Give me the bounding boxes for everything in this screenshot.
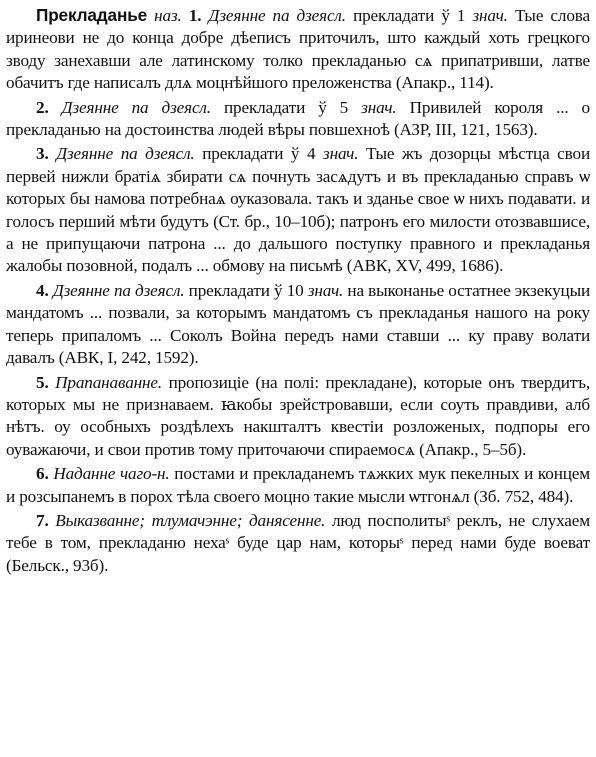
sense-definition: Дзеянне па дзеясл.: [61, 97, 211, 117]
reference-sense-label: знач.: [323, 144, 359, 164]
reference-verb: прекладати: [202, 144, 284, 164]
citation-quote: люд посполитыˢ реклъ, не слухаем тебе в том, прекладаню нехаˢ буде цар нам, которыˢ перед нами буде воеват: [6, 510, 590, 553]
sense-number: 1.: [188, 6, 202, 25]
entry-sense-4: [6, 280, 590, 370]
entry-sense-7: [6, 510, 590, 577]
headword: Прекладанье: [36, 5, 148, 25]
citation-source: (АЗР, III, 121, 1563).: [393, 120, 538, 140]
citation-quote: на выконанье остатнее экзекуцыи мандатомъ ... позвали, за которымъ мандатомъ съ прекладанья нашого на року теперь припаломъ ... Соколъ Война передъ нами ставши ... ку праву волати давалъ: [6, 280, 591, 368]
citation-quote: Тые жъ дозорцы мѣстца свои первей нижли братiѧ збирати сѧ почнуть засѧдутъ и въ прекладанью справъ ѡ которых бы намова потребнаѧ оуказовала. такъ и зданье свое ѡ нихъ подавати. и голосъ перший мѣти будутъ: [6, 144, 591, 231]
sense-number: 2.: [36, 97, 49, 117]
sense-definition: Наданне чаго-н.: [53, 464, 170, 484]
sense-definition: Прапанаванне.: [55, 372, 163, 392]
citation-quote: Привилей короля ... о прекладанью на достоинства людей вѣры повшехноѣ: [6, 97, 590, 140]
citation-source: (АВК, I, 242, 1592).: [58, 348, 199, 368]
reference-verb: прекладати: [353, 6, 435, 25]
citation-source: (Зб. 752, 484).: [473, 486, 574, 506]
citation-source: (Ст. бр., 10–10б);: [213, 211, 336, 231]
entry-sense-2: [6, 97, 590, 142]
entry-sense-6: [6, 463, 590, 508]
sense-definition: Дзеянне па дзеясл.: [52, 280, 185, 300]
sense-definition: Выказванне; тлумачэнне; данясенне.: [55, 510, 326, 530]
citation-quote: патронъ его милости отозвавшисе, а не припущаючи патрона ... до дальшого поступку правного и прекладанья жалобы позовной, подалъ ... обмову на письмѣ: [6, 211, 590, 276]
entry-sense-3: [6, 143, 590, 277]
citation-quote: пропозицiе (на полi: прекладане), которые онъ твердитъ, которых мы не признаваем. ꙗкобы зрейстровавши, если соуть правдиви, алб нѣтъ. оу особныхъ роздѣлехъ накшталтъ квестiи розложеных, подпоры его оуважаючи, и свои против тому приточаючи спираемосѧ: [6, 372, 590, 459]
sense-definition: Дзеянне па дзеясл.: [56, 144, 195, 164]
citation-quote: Тые слова иринеови не до конца добре дѣеписъ приточилъ, што каждый хоть грецкого зводу занехавши але латинскому толко прекладанью сѧ припатривши, латве обачитъ где написалъ длѧ моцнѣйшого преложенства: [6, 6, 590, 93]
reference-verb: прекладати: [188, 280, 270, 300]
reference-sense-label: знач.: [307, 280, 344, 300]
reference-sense: ў 5: [318, 97, 349, 117]
reference-sense-label: знач.: [361, 97, 397, 117]
reference-sense-label: знач.: [472, 6, 508, 25]
citation-source: (АВК, XV, 499, 1686).: [346, 256, 504, 276]
sense-definition: Дзеянне па дзеясл.: [208, 6, 346, 25]
part-of-speech: наз.: [154, 6, 182, 25]
citation-source: (Бельск., 93б).: [6, 555, 109, 575]
sense-number: 4.: [36, 280, 49, 300]
sense-number: 7.: [36, 510, 49, 530]
reference-sense: ў 1: [441, 6, 466, 25]
reference-verb: прекладати: [224, 97, 306, 117]
citation-source: (Апакр., 114).: [395, 73, 494, 93]
entry-sense-5: [6, 372, 590, 462]
sense-number: 6.: [36, 464, 49, 484]
citation-source: (Апакр., 5–5б).: [419, 439, 527, 459]
sense-number: 5.: [36, 372, 49, 392]
sense-number: 3.: [36, 144, 49, 164]
reference-sense: ў 10: [274, 280, 304, 300]
citation-quote: постами и прекладанемъ тѧжких мук пекелных и концем и розсыпанемъ в порох тѣла своего моцно такие мысли ѡтгонѧл: [6, 464, 590, 506]
reference-sense: ў 4: [290, 144, 316, 164]
entry-sense-1: [6, 4, 590, 95]
